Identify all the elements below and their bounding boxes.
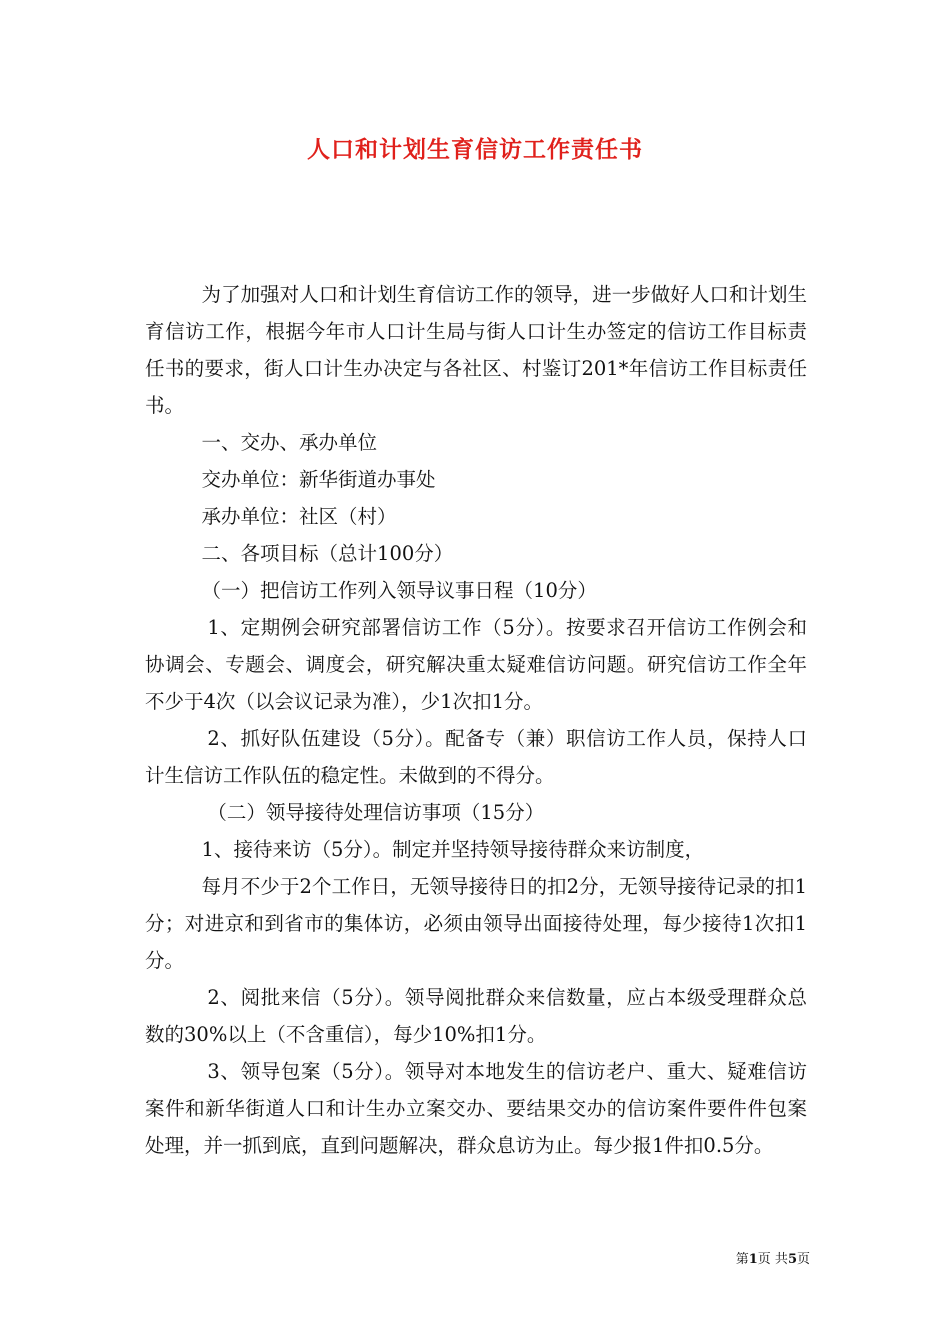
document-title: 人口和计划生育信访工作责任书 [307, 136, 643, 163]
item-regular-meetings: 1、定期例会研究部署信访工作（5分）。按要求召开信访工作例会和协调会、专题会、调度会，研究解决重太疑难信访问题。研究信访工作全年不少于4次（以会议记录为准），少1次扣1分。 [145, 616, 807, 713]
item-team-building: 2、抓好队伍建设（5分）。配备专（兼）职信访工作人员，保持人口计生信访工作队伍的稳定性。未做到的不得分。 [145, 727, 807, 787]
subsection-heading-1: （一）把信访工作列入领导议事日程（10分） [201, 579, 597, 602]
item-review-letters: 2、阅批来信（5分）。领导阅批群众来信数量，应占本级受理群众总数的30%以上（不含重信），每少10%扣1分。 [145, 986, 807, 1046]
document-body [145, 276, 807, 1164]
item-receive-visits-cont: 每月不少于2个工作日，无领导接待日的扣2分，无领导接待记录的扣1分；对进京和到省市的集体访，必须由领导出面接待处理，每少接待1次扣1分。 [145, 875, 807, 972]
page-suffix: 页 [796, 1252, 810, 1267]
page-number [0, 1248, 810, 1267]
section-heading-targets: 二、各项目标（总计100分） [201, 542, 454, 565]
subsection-heading-2: （二）领导接待处理信访事项（15分） [207, 801, 545, 824]
total-pages: 5 [787, 1252, 797, 1267]
page-middle: 页 共 [757, 1252, 788, 1267]
item-leader-case: 3、领导包案（5分）。领导对本地发生的信访老户、重大、疑难信访案件和新华街道人口和计生办立案交办、要结果交办的信访案件要件件包案处理，并一抓到底，直到问题解决，群众息访为止。每少报1件扣0.5分。 [145, 1060, 807, 1157]
current-page: 1 [748, 1252, 758, 1267]
section-heading-units: 一、交办、承办单位 [201, 431, 378, 454]
assigning-unit: 交办单位：新华街道办事处 [201, 468, 436, 491]
item-receive-visits: 1、接待来访（5分）。制定并坚持领导接待群众来访制度， [201, 838, 705, 861]
undertaking-unit: 承办单位：社区（村） [201, 505, 397, 528]
paragraph-intro: 为了加强对人口和计划生育信访工作的领导，进一步做好人口和计划生育信访工作，根据今年市人口计生局与街人口计生办签定的信访工作目标责任书的要求，街人口计生办决定与各社区、村鉴订201*年信访工作目标责任书。 [145, 283, 807, 417]
page-prefix: 第 [735, 1252, 749, 1267]
